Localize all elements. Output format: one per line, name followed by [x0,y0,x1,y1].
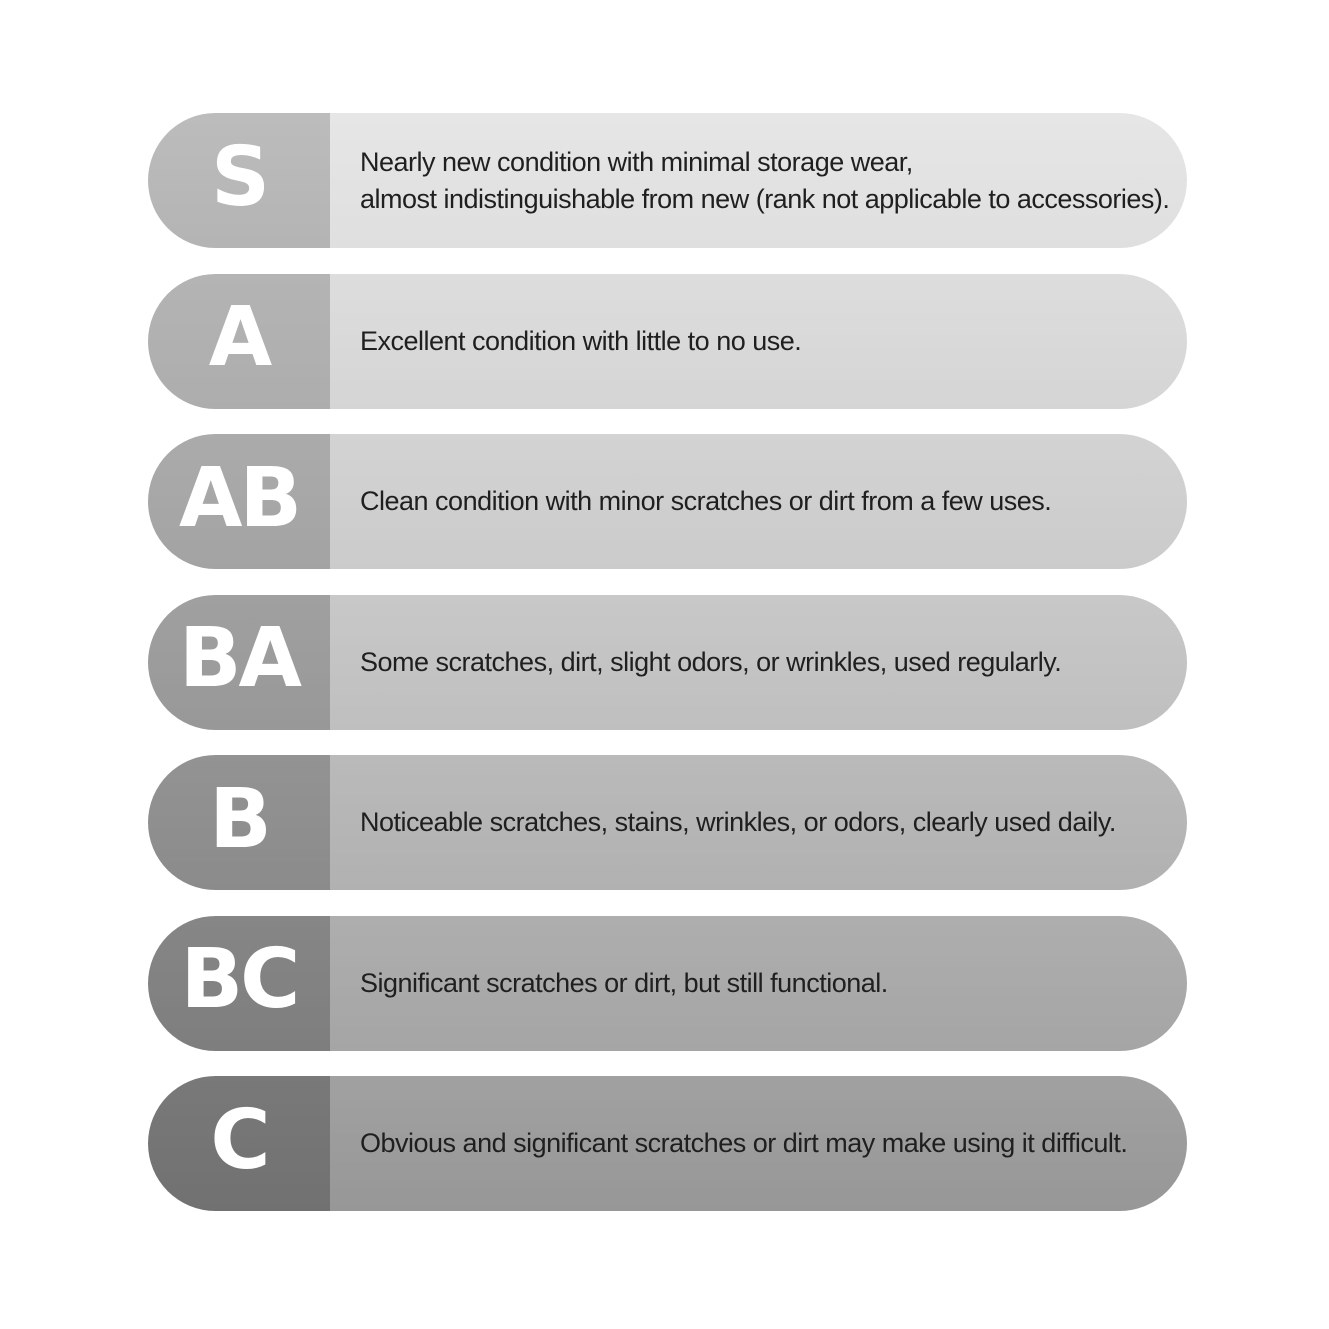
rank-description-line: Clean condition with minor scratches or dirt from a few uses. [360,486,1052,516]
rank-letter-c: C [210,1092,268,1188]
rank-description-ab [330,434,1187,569]
rank-description-a [330,274,1187,409]
rank-description-line: almost indistinguishable from new (rank not applicable to accessories). [360,183,1170,214]
rank-description-line: Significant scratches or dirt, but still functional. [360,967,888,998]
rank-description-s [330,113,1187,248]
rank-badge-ba [148,595,330,730]
rank-row-a [148,274,1187,409]
rank-badge-s [148,113,330,248]
condition-rank-chart [148,113,1187,1211]
rank-badge-bc [148,916,330,1051]
rank-description-line: Some scratches, dirt, slight odors, or wrinkles, used regularly. [360,646,1062,677]
rank-letter-ba: BA [179,611,299,706]
rank-row-bc [148,916,1187,1051]
rank-description-line: Obvious and significant scratches or dirt may make using it difficult. [360,1128,1128,1158]
rank-description-b [330,755,1187,890]
rank-description-line: Excellent condition with little to no use. [360,325,802,356]
rank-description-line: Noticeable scratches, stains, wrinkles, or odors, clearly used daily. [360,807,1116,837]
rank-letter-b: B [209,771,269,867]
rank-letter-s: S [210,129,268,225]
rank-badge-ab [148,434,330,569]
rank-description-ba [330,595,1187,730]
rank-description-bc [330,916,1187,1051]
rank-badge-a [148,274,330,409]
rank-row-s [148,113,1187,248]
rank-badge-c [148,1076,330,1211]
rank-letter-ab: AB [179,450,299,546]
rank-row-ab [148,434,1187,569]
rank-letter-a: A [208,290,270,385]
rank-letter-bc: BC [180,932,298,1027]
rank-row-ba [148,595,1187,730]
rank-row-b [148,755,1187,890]
rank-badge-b [148,755,330,890]
rank-description-c [330,1076,1187,1211]
rank-description-line: Nearly new condition with minimal storage wear, [360,146,913,177]
rank-row-c [148,1076,1187,1211]
